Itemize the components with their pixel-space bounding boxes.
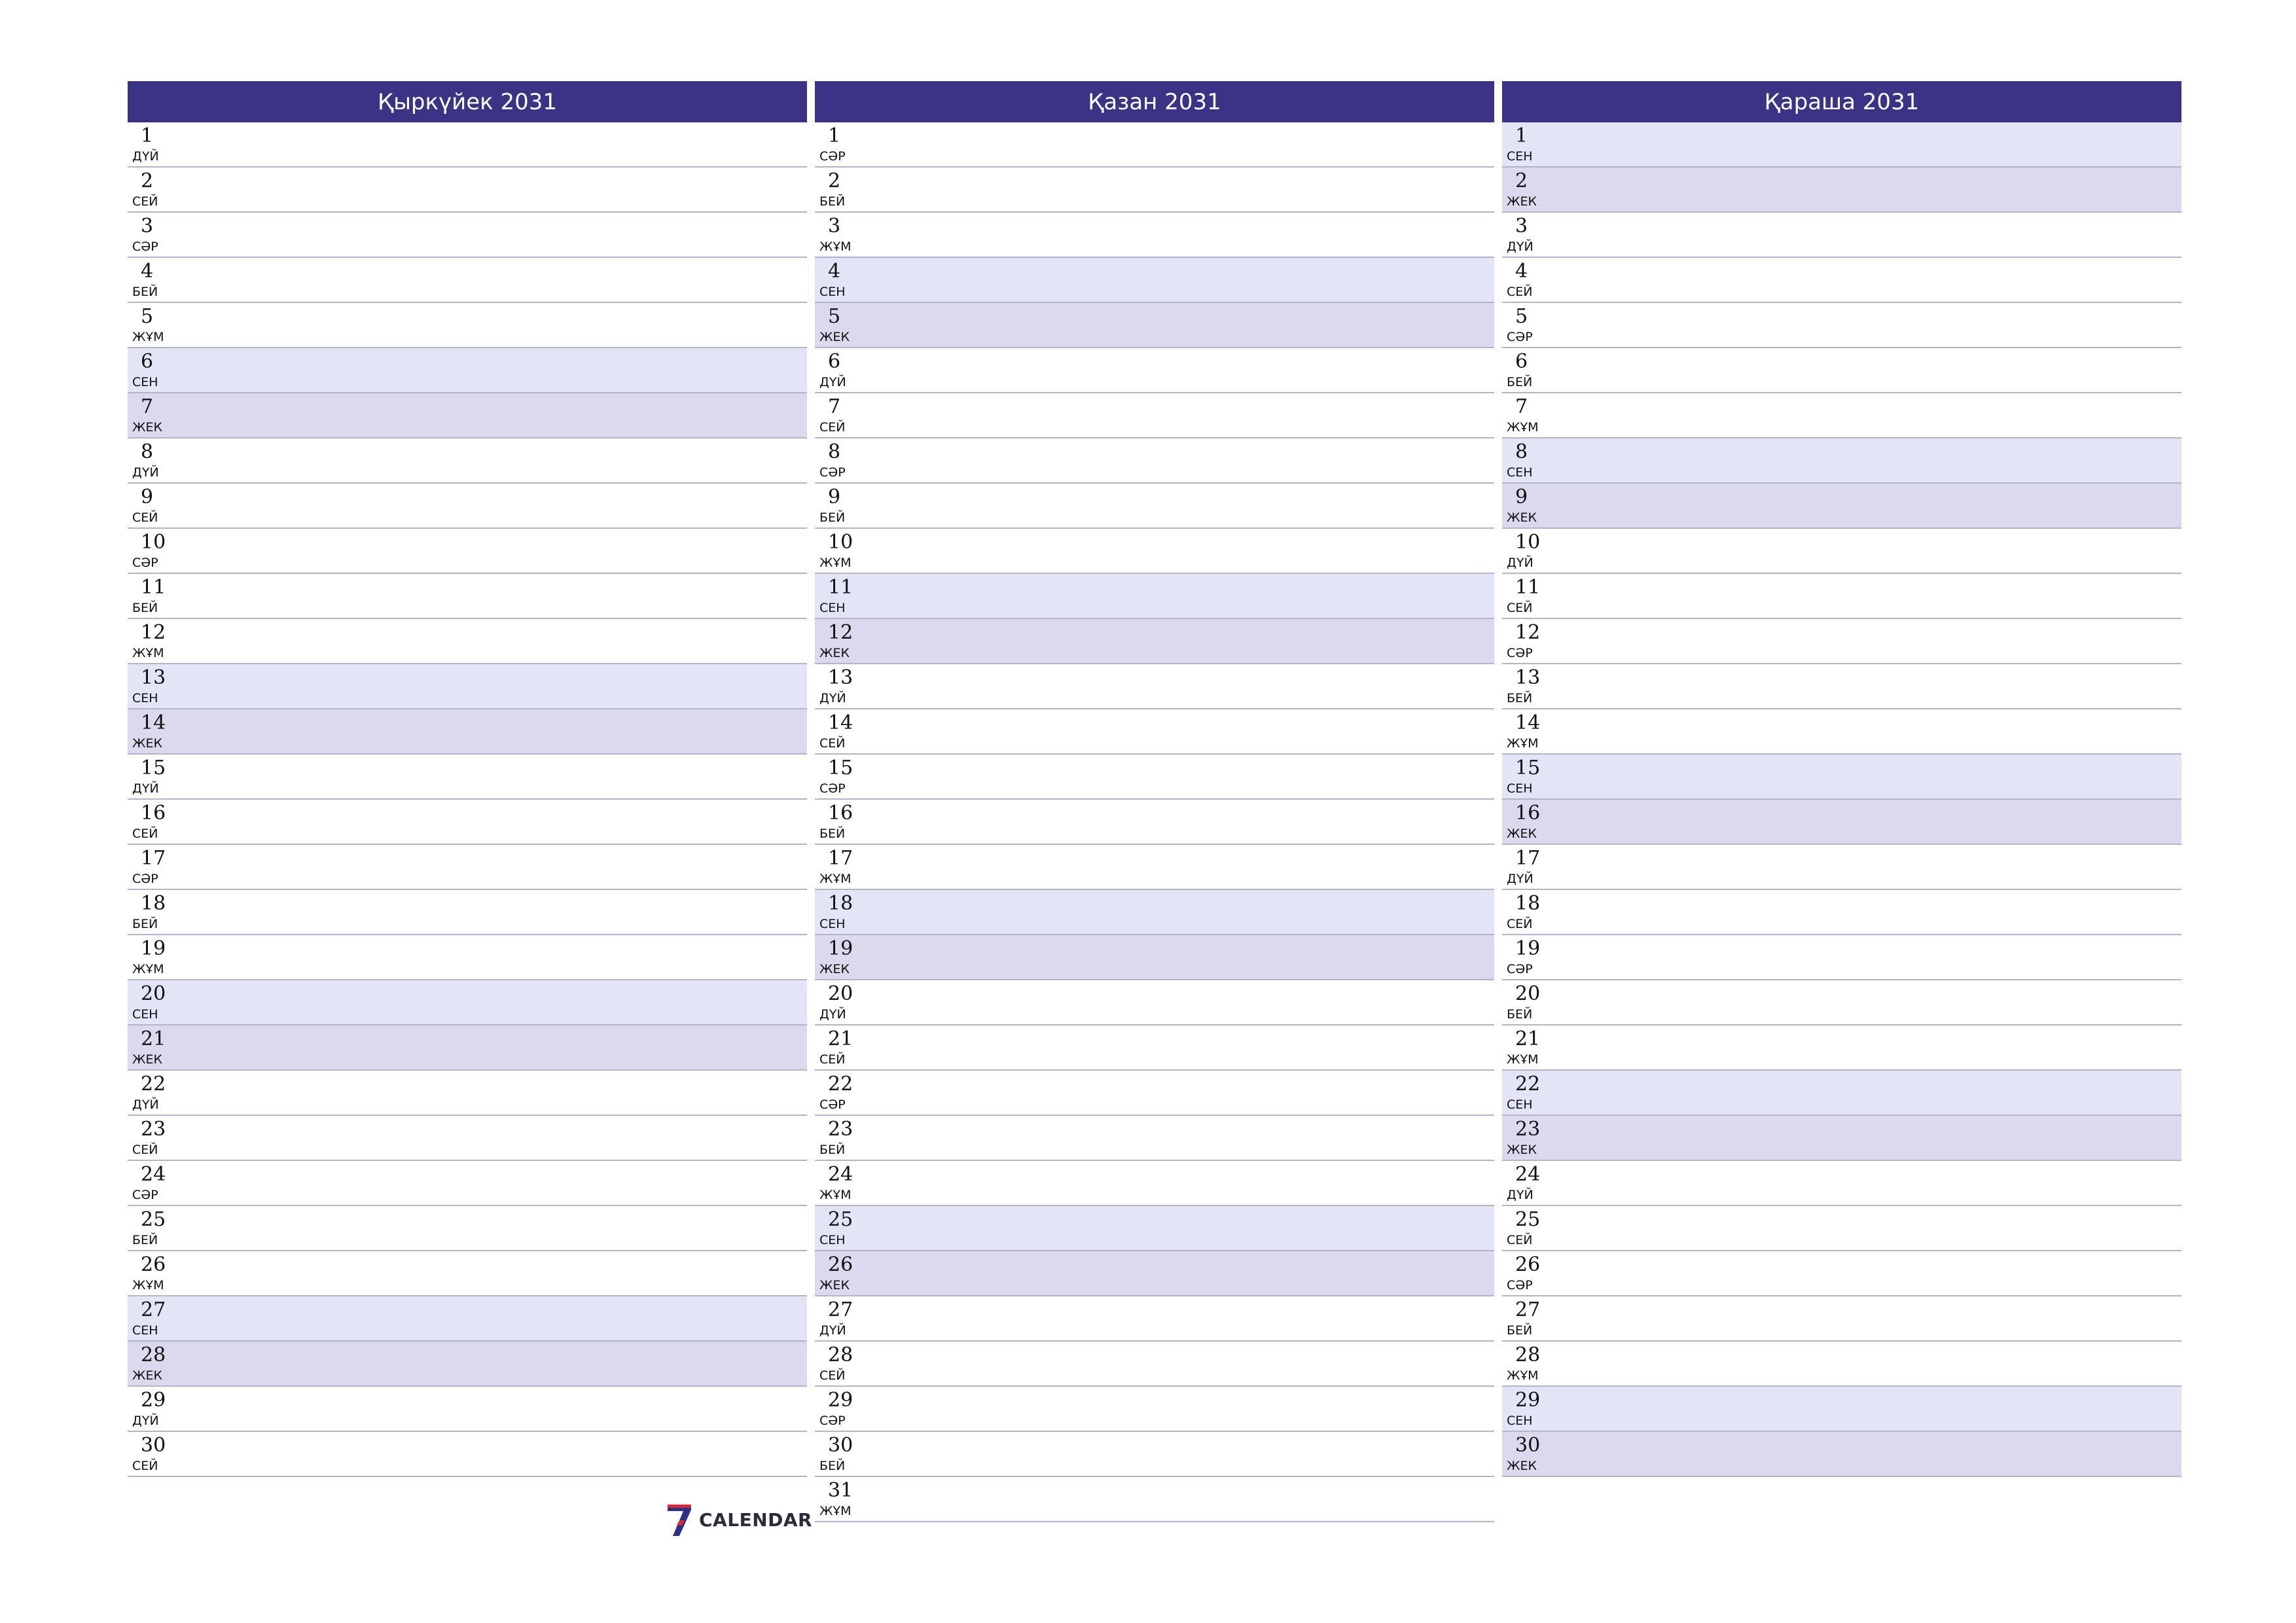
day-number: 12: [141, 621, 166, 644]
day-number: 13: [1515, 666, 1541, 689]
weekday-abbr: ЖЕК: [132, 420, 162, 435]
day-number: 3: [828, 215, 841, 238]
weekday-abbr: ДҮЙ: [132, 1414, 159, 1428]
brand-logo: [665, 1502, 812, 1537]
day-row: [815, 1161, 1494, 1206]
day-row: [1502, 1342, 2181, 1387]
day-number: 15: [828, 757, 853, 779]
day-row: [1502, 664, 2181, 709]
weekday-abbr: СЕН: [819, 1233, 846, 1247]
weekday-abbr: ДҮЙ: [132, 781, 159, 796]
day-number: 18: [141, 892, 166, 915]
day-row: [815, 1477, 1494, 1522]
day-row: [815, 1071, 1494, 1116]
day-number: 20: [828, 982, 853, 1005]
day-number: 4: [141, 260, 154, 283]
day-number: 19: [141, 937, 166, 960]
weekday-abbr: БЕЙ: [1507, 375, 1533, 389]
day-row: [1502, 1206, 2181, 1251]
weekday-abbr: ДҮЙ: [1507, 556, 1534, 570]
weekday-abbr: ЖҰМ: [132, 646, 164, 660]
weekday-abbr: СЕН: [1507, 149, 1533, 164]
weekday-abbr: ЖҰМ: [132, 1278, 164, 1293]
weekday-abbr: СЕЙ: [1507, 1233, 1533, 1247]
weekday-abbr: БЕЙ: [132, 601, 158, 615]
weekday-abbr: СӘР: [1507, 962, 1533, 976]
weekday-abbr: СЕЙ: [819, 736, 846, 751]
day-row: [128, 303, 807, 348]
day-row: [128, 1296, 807, 1342]
weekday-abbr: ДҮЙ: [132, 465, 159, 480]
day-row: [128, 393, 807, 438]
day-number: 26: [1515, 1253, 1541, 1276]
weekday-abbr: БЕЙ: [1507, 1323, 1533, 1338]
weekday-abbr: СЕЙ: [132, 1143, 158, 1157]
day-row: [128, 890, 807, 935]
weekday-abbr: БЕЙ: [819, 1459, 846, 1473]
day-row: [815, 529, 1494, 574]
day-row: [815, 258, 1494, 303]
day-number: 9: [1515, 486, 1528, 508]
month-column-november: [1502, 81, 2181, 1477]
day-number: 9: [141, 486, 154, 508]
day-number: 21: [828, 1027, 853, 1050]
day-number: 5: [141, 305, 154, 328]
weekday-abbr: СЕН: [132, 1007, 158, 1022]
weekday-abbr: СЕЙ: [819, 1368, 846, 1383]
weekday-abbr: СЕН: [1507, 465, 1533, 480]
weekday-abbr: ЖЕК: [132, 1368, 162, 1383]
day-number: 21: [1515, 1027, 1541, 1050]
weekday-abbr: ДҮЙ: [819, 1007, 846, 1022]
day-row: [1502, 1071, 2181, 1116]
day-number: 24: [1515, 1163, 1541, 1186]
weekday-abbr: ДҮЙ: [819, 375, 846, 389]
day-number: 24: [141, 1163, 166, 1186]
day-row: [128, 168, 807, 213]
day-row: [128, 980, 807, 1026]
day-row: [128, 935, 807, 980]
day-row: [815, 755, 1494, 800]
day-number: 17: [1515, 847, 1541, 870]
day-row: [815, 348, 1494, 393]
day-row: [1502, 303, 2181, 348]
weekday-abbr: СӘР: [1507, 1278, 1533, 1293]
weekday-abbr: ЖЕК: [1507, 194, 1537, 209]
day-row: [128, 1387, 807, 1432]
day-number: 27: [1515, 1298, 1541, 1321]
day-number: 8: [828, 440, 841, 463]
day-row: [1502, 529, 2181, 574]
day-row: [1502, 755, 2181, 800]
weekday-abbr: ЖЕК: [1507, 510, 1537, 525]
weekday-abbr: ЖЕК: [132, 736, 162, 751]
weekday-abbr: БЕЙ: [132, 285, 158, 299]
day-row: [1502, 709, 2181, 755]
day-row: [815, 393, 1494, 438]
weekday-abbr: ЖҰМ: [1507, 736, 1539, 751]
weekday-abbr: СЕЙ: [819, 420, 846, 435]
day-number: 3: [1515, 215, 1528, 238]
day-number: 20: [1515, 982, 1541, 1005]
day-number: 16: [1515, 802, 1541, 825]
weekday-abbr: СЕН: [1507, 781, 1533, 796]
day-number: 9: [828, 486, 841, 508]
day-number: 6: [141, 350, 154, 373]
day-row: [815, 168, 1494, 213]
day-row: [815, 1342, 1494, 1387]
day-row: [815, 890, 1494, 935]
day-row: [815, 438, 1494, 484]
day-number: 25: [1515, 1208, 1541, 1231]
day-number: 5: [828, 305, 841, 328]
weekday-abbr: СЕН: [819, 917, 846, 931]
weekday-abbr: СЕЙ: [1507, 601, 1533, 615]
day-number: 6: [1515, 350, 1528, 373]
day-row: [1502, 168, 2181, 213]
day-row: [815, 800, 1494, 845]
day-number: 26: [141, 1253, 166, 1276]
day-number: 30: [828, 1434, 853, 1457]
weekday-abbr: ДҮЙ: [1507, 1188, 1534, 1202]
day-number: 17: [828, 847, 853, 870]
day-number: 6: [828, 350, 841, 373]
month-column-september: [128, 81, 807, 1477]
weekday-abbr: БЕЙ: [819, 510, 846, 525]
day-row: [1502, 484, 2181, 529]
day-row: [128, 1432, 807, 1477]
day-number: 16: [828, 802, 853, 825]
day-row: [815, 1116, 1494, 1161]
day-row: [1502, 348, 2181, 393]
weekday-abbr: БЕЙ: [819, 1143, 846, 1157]
day-row: [815, 213, 1494, 258]
day-number: 14: [828, 711, 853, 734]
logo-text: CALENDAR: [699, 1508, 813, 1531]
weekday-abbr: ЖЕК: [819, 962, 850, 976]
day-number: 29: [1515, 1389, 1541, 1412]
weekday-abbr: СЕН: [1507, 1097, 1533, 1112]
day-row: [815, 619, 1494, 664]
day-row: [128, 845, 807, 890]
weekday-abbr: ЖҰМ: [819, 240, 852, 254]
day-row: [1502, 122, 2181, 168]
day-number: 8: [1515, 440, 1528, 463]
day-number: 2: [1515, 169, 1528, 192]
day-number: 4: [1515, 260, 1528, 283]
weekday-abbr: СӘР: [819, 1414, 846, 1428]
day-row: [128, 1071, 807, 1116]
day-number: 29: [141, 1389, 166, 1412]
weekday-abbr: СЕЙ: [132, 510, 158, 525]
day-number: 30: [141, 1434, 166, 1457]
day-row: [128, 213, 807, 258]
weekday-abbr: СЕН: [1507, 1414, 1533, 1428]
weekday-abbr: БЕЙ: [819, 827, 846, 841]
day-number: 15: [1515, 757, 1541, 779]
day-row: [815, 1432, 1494, 1477]
day-number: 11: [828, 576, 853, 599]
day-number: 17: [141, 847, 166, 870]
weekday-abbr: СӘР: [132, 872, 158, 886]
day-number: 1: [141, 124, 154, 147]
weekday-abbr: ЖҰМ: [819, 556, 852, 570]
day-number: 24: [828, 1163, 853, 1186]
day-number: 19: [1515, 937, 1541, 960]
weekday-abbr: СӘР: [819, 781, 846, 796]
day-row: [1502, 1116, 2181, 1161]
day-number: 13: [828, 666, 853, 689]
weekday-abbr: ДҮЙ: [132, 1097, 159, 1112]
weekday-abbr: СӘР: [1507, 330, 1533, 344]
weekday-abbr: ЖҰМ: [1507, 1052, 1539, 1067]
day-row: [1502, 393, 2181, 438]
day-row: [815, 1206, 1494, 1251]
weekday-abbr: СЕН: [819, 285, 846, 299]
weekday-abbr: ЖҰМ: [819, 1504, 852, 1518]
day-number: 21: [141, 1027, 166, 1050]
month-header: [815, 81, 1494, 122]
day-number: 20: [141, 982, 166, 1005]
day-row: [1502, 1251, 2181, 1296]
day-number: 1: [1515, 124, 1528, 147]
weekday-abbr: ЖҰМ: [132, 962, 164, 976]
day-row: [128, 1251, 807, 1296]
day-row: [1502, 213, 2181, 258]
day-number: 18: [1515, 892, 1541, 915]
day-row: [128, 484, 807, 529]
day-row: [815, 303, 1494, 348]
weekday-abbr: БЕЙ: [819, 194, 846, 209]
day-number: 2: [828, 169, 841, 192]
day-list: [1502, 122, 2181, 1477]
day-row: [128, 619, 807, 664]
day-list: [128, 122, 807, 1477]
day-number: 26: [828, 1253, 853, 1276]
weekday-abbr: БЕЙ: [1507, 1007, 1533, 1022]
weekday-abbr: ЖЕК: [1507, 1143, 1537, 1157]
day-row: [1502, 800, 2181, 845]
day-number: 22: [1515, 1073, 1541, 1096]
day-row: [128, 1116, 807, 1161]
day-number: 22: [828, 1073, 853, 1096]
day-number: 28: [141, 1344, 166, 1366]
month-title: Қазан 2031: [1088, 88, 1221, 115]
weekday-abbr: ДҮЙ: [819, 1323, 846, 1338]
weekday-abbr: ЖЕК: [819, 646, 850, 660]
day-row: [815, 484, 1494, 529]
day-row: [815, 574, 1494, 619]
day-number: 11: [1515, 576, 1541, 599]
weekday-abbr: ДҮЙ: [1507, 240, 1534, 254]
weekday-abbr: СӘР: [1507, 646, 1533, 660]
weekday-abbr: СЕН: [819, 601, 846, 615]
day-number: 15: [141, 757, 166, 779]
day-number: 27: [141, 1298, 166, 1321]
day-row: [128, 1206, 807, 1251]
day-number: 7: [141, 395, 154, 418]
day-number: 27: [828, 1298, 853, 1321]
day-number: 25: [828, 1208, 853, 1231]
day-number: 23: [1515, 1118, 1541, 1141]
weekday-abbr: СӘР: [819, 465, 846, 480]
day-row: [815, 122, 1494, 168]
weekday-abbr: ЖЕК: [1507, 1459, 1537, 1473]
day-number: 13: [141, 666, 166, 689]
day-number: 12: [1515, 621, 1541, 644]
day-row: [128, 664, 807, 709]
day-row: [815, 1251, 1494, 1296]
day-number: 2: [141, 169, 154, 192]
day-row: [128, 122, 807, 168]
day-row: [128, 1161, 807, 1206]
day-row: [815, 1296, 1494, 1342]
day-list: [815, 122, 1494, 1522]
weekday-abbr: СЕЙ: [132, 194, 158, 209]
day-number: 23: [141, 1118, 166, 1141]
weekday-abbr: ДҮЙ: [132, 149, 159, 164]
day-row: [1502, 845, 2181, 890]
weekday-abbr: СӘР: [819, 1097, 846, 1112]
day-number: 28: [828, 1344, 853, 1366]
weekday-abbr: СЕЙ: [819, 1052, 846, 1067]
weekday-abbr: СЕН: [132, 691, 158, 705]
day-number: 25: [141, 1208, 166, 1231]
day-number: 10: [141, 531, 166, 554]
day-row: [1502, 574, 2181, 619]
weekday-abbr: ЖҰМ: [819, 1188, 852, 1202]
month-header: [1502, 81, 2181, 122]
weekday-abbr: СЕН: [132, 1323, 158, 1338]
weekday-abbr: ДҮЙ: [1507, 872, 1534, 886]
day-number: 22: [141, 1073, 166, 1096]
month-column-october: [815, 81, 1494, 1522]
weekday-abbr: ЖЕК: [819, 1278, 850, 1293]
day-number: 8: [141, 440, 154, 463]
day-row: [1502, 890, 2181, 935]
day-number: 14: [141, 711, 166, 734]
month-title: Қараша 2031: [1764, 88, 1920, 115]
day-row: [128, 348, 807, 393]
day-row: [128, 755, 807, 800]
weekday-abbr: СЕЙ: [1507, 285, 1533, 299]
month-title: Қыркүйек 2031: [377, 88, 558, 115]
day-row: [1502, 1161, 2181, 1206]
day-row: [815, 664, 1494, 709]
weekday-abbr: БЕЙ: [132, 917, 158, 931]
day-number: 28: [1515, 1344, 1541, 1366]
weekday-abbr: СЕЙ: [1507, 917, 1533, 931]
day-row: [1502, 935, 2181, 980]
day-number: 3: [141, 215, 154, 238]
day-number: 29: [828, 1389, 853, 1412]
day-row: [815, 845, 1494, 890]
weekday-abbr: СӘР: [132, 1188, 158, 1202]
day-row: [128, 574, 807, 619]
day-row: [1502, 1026, 2181, 1071]
weekday-abbr: СӘР: [132, 240, 158, 254]
day-number: 31: [828, 1479, 853, 1502]
weekday-abbr: ЖЕК: [819, 330, 850, 344]
weekday-abbr: БЕЙ: [132, 1233, 158, 1247]
day-row: [815, 935, 1494, 980]
day-row: [1502, 258, 2181, 303]
weekday-abbr: СӘР: [819, 149, 846, 164]
weekday-abbr: СӘР: [132, 556, 158, 570]
day-number: 4: [828, 260, 841, 283]
day-row: [128, 258, 807, 303]
weekday-abbr: ЖҰМ: [1507, 1368, 1539, 1383]
day-number: 19: [828, 937, 853, 960]
day-row: [1502, 438, 2181, 484]
day-row: [128, 529, 807, 574]
day-row: [1502, 619, 2181, 664]
day-row: [1502, 1296, 2181, 1342]
day-number: 10: [1515, 531, 1541, 554]
day-number: 30: [1515, 1434, 1541, 1457]
weekday-abbr: ЖЕК: [1507, 827, 1537, 841]
weekday-abbr: СЕЙ: [132, 1459, 158, 1473]
day-number: 12: [828, 621, 853, 644]
weekday-abbr: ДҮЙ: [819, 691, 846, 705]
day-number: 7: [828, 395, 841, 418]
day-number: 1: [828, 124, 841, 147]
day-number: 10: [828, 531, 853, 554]
weekday-abbr: СЕЙ: [132, 827, 158, 841]
day-row: [815, 1387, 1494, 1432]
seven-calendar-logo-icon: [665, 1502, 694, 1537]
day-row: [128, 438, 807, 484]
weekday-abbr: ЖҰМ: [1507, 420, 1539, 435]
weekday-abbr: ЖҰМ: [819, 872, 852, 886]
day-row: [815, 1026, 1494, 1071]
day-row: [128, 1342, 807, 1387]
day-number: 5: [1515, 305, 1528, 328]
day-number: 7: [1515, 395, 1528, 418]
day-number: 16: [141, 802, 166, 825]
day-row: [128, 1026, 807, 1071]
day-number: 14: [1515, 711, 1541, 734]
day-row: [1502, 1432, 2181, 1477]
weekday-abbr: ЖЕК: [132, 1052, 162, 1067]
month-header: [128, 81, 807, 122]
day-row: [815, 709, 1494, 755]
day-number: 18: [828, 892, 853, 915]
weekday-abbr: БЕЙ: [1507, 691, 1533, 705]
day-row: [815, 980, 1494, 1026]
day-number: 11: [141, 576, 166, 599]
day-row: [1502, 980, 2181, 1026]
day-row: [128, 800, 807, 845]
day-row: [1502, 1387, 2181, 1432]
day-row: [128, 709, 807, 755]
day-number: 23: [828, 1118, 853, 1141]
weekday-abbr: ЖҰМ: [132, 330, 164, 344]
weekday-abbr: СЕН: [132, 375, 158, 389]
